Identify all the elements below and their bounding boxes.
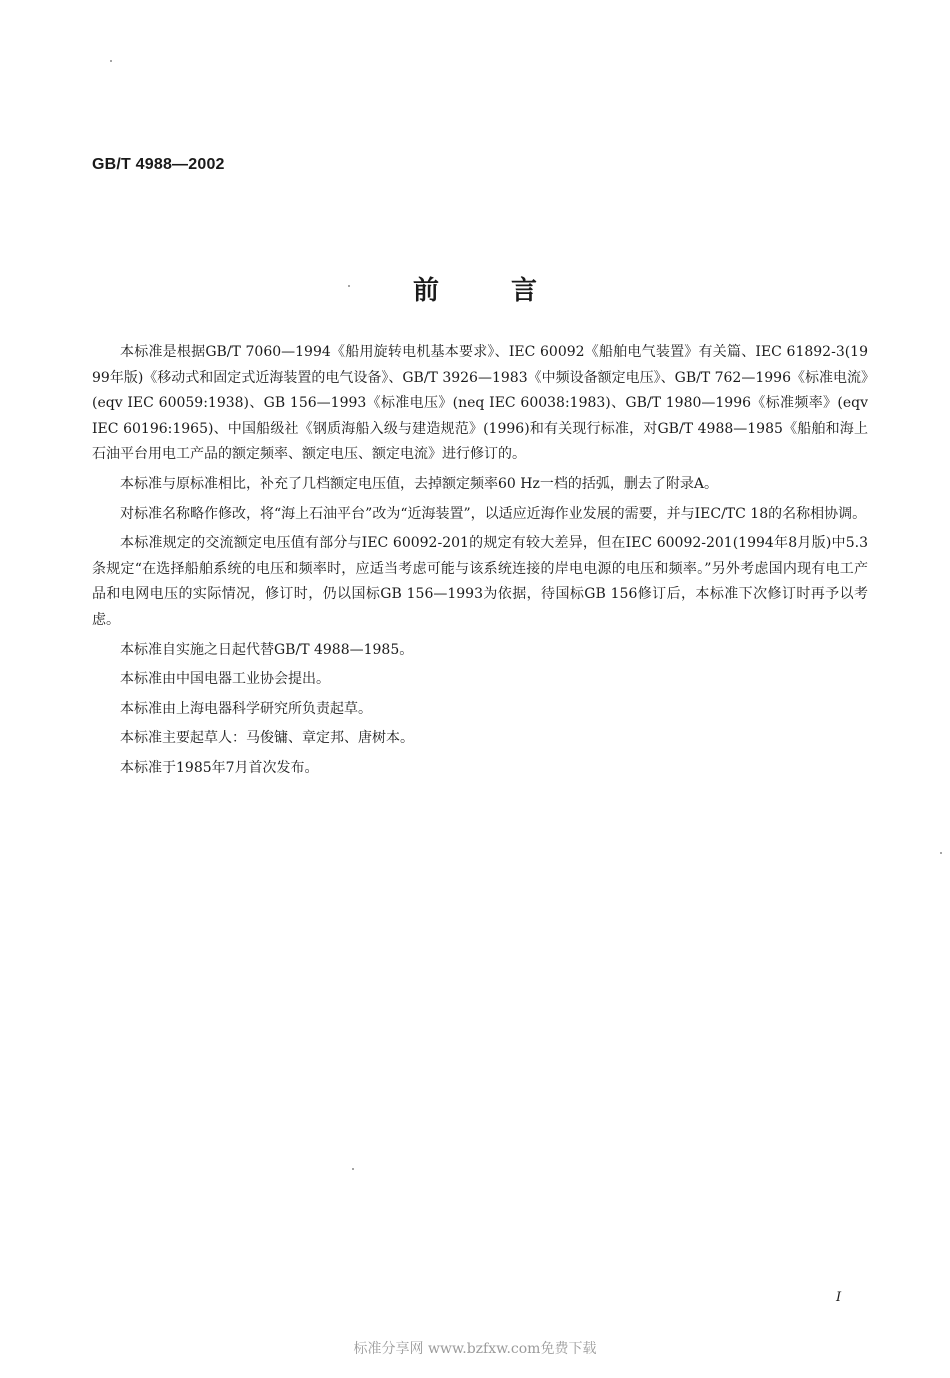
- paragraph-7: 本标准由上海电器科学研究所负责起草。: [120, 700, 372, 717]
- scan-speck: [348, 285, 350, 287]
- scan-speck: [352, 1168, 354, 1170]
- paragraph-6: 本标准由中国电器工业协会提出。: [120, 671, 330, 688]
- paragraph-2: 本标准与原标准相比，补充了几档额定电压值，去掉额定频率60 Hz一档的括弧，删去了附录A。: [120, 475, 718, 492]
- scan-speck: [110, 60, 112, 62]
- paragraph-5: 本标准自实施之日起代替GB/T 4988—1985。: [120, 641, 414, 658]
- watermark: 标准分享网 www.bzfxw.com免费下载: [353, 1341, 597, 1357]
- paragraph-1: 本标准是根据GB/T 7060—1994《船用旋转电机基本要求》、IEC 60092《船舶电气装置》有关篇、IEC 61892-3(1999年版)《移动式和固定式近海装置的电气设备》、GB/T 3926—1983《中频设备额定电压》、GB/T 762—1996《标准电流》(eqv IEC 60059:1938)、GB 156—1993《标准电压》(neq IEC 60038:1983)、GB/T 1980—1996《标准频率》(eqv IEC 60196:1965)、中国船级社《钢质海船入级与建造规范》(1996)和有关现行标准，对GB/T 4988—1985《船舶和海上石油平台用电工产品的额定频率、额定电压、额定电流》进行修订的。: [92, 344, 868, 463]
- paragraph-9: 本标准于1985年7月首次发布。: [120, 759, 319, 776]
- page-number: I: [836, 1290, 842, 1305]
- scan-speck: [940, 852, 942, 854]
- paragraph-3: 对标准名称略作修改，将“海上石油平台”改为“近海装置”，以适应近海作业发展的需要，并与IEC/TC 18的名称相协调。: [120, 505, 867, 522]
- paragraph-8: 本标准主要起草人：马俊镛、章定邦、唐树本。: [120, 730, 414, 747]
- foreword-body: [92, 340, 868, 786]
- page-title: 前言: [412, 276, 609, 306]
- document-code: GB/T 4988—2002: [92, 156, 225, 173]
- paragraph-4: 本标准规定的交流额定电压值有部分与IEC 60092-201的规定有较大差异，但在IEC 60092-201(1994年8月版)中5.3条规定“在选择船舶系统的电压和频率时，应适当考虑可能与该系统连接的岸电电源的电压和频率。”另外考虑国内现有电工产品和电网电压的实际情况，修订时，仍以国标GB 156—1993为依据，待国标GB 156修订后，本标准下次修订时再予以考虑。: [92, 535, 868, 628]
